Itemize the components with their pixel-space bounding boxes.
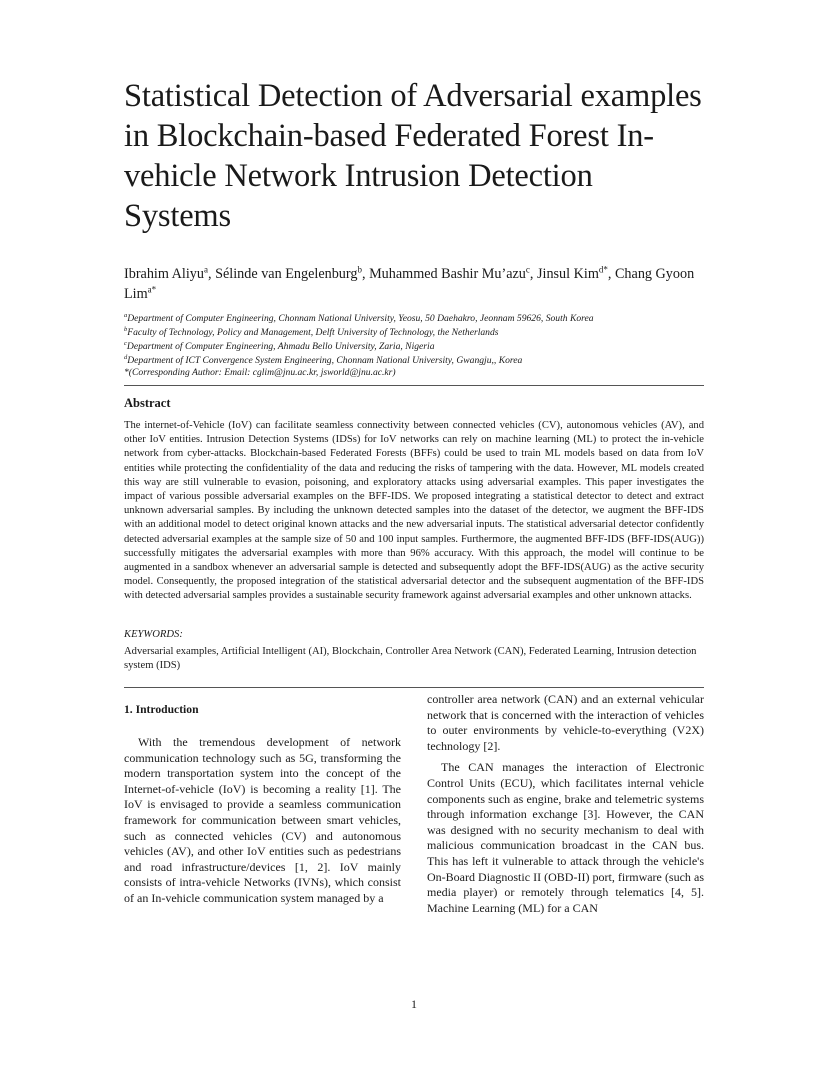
title-line: vehicle Network Intrusion Detection xyxy=(124,158,593,194)
affiliation-mark: a xyxy=(124,311,128,319)
paragraph: The CAN manages the interaction of Electronic Control Units (ECU), which facilitates internal vehicle components such as engine, brake and telemetric systems through information exchange [3]. However, the CAN was designed with no security mechanism to deal with malicious communication broadcast in the CAN bus. This has left it vulnerable to attack through the vehicle's On-Board Diagnostic II (OBD-II) port, firmware (such as media player) or remotely through telematics [4, 5]. Machine Learning (ML) for a CAN xyxy=(427,760,704,915)
section-heading: 1. Introduction xyxy=(124,703,199,716)
title-line: Statistical Detection of Adversarial examples xyxy=(124,78,702,114)
affiliation xyxy=(124,326,714,340)
affiliation-mark: c xyxy=(124,339,127,347)
paragraph: With the tremendous development of network communication technology such as 5G, transforming the modern transportation system into the concept of the Internet-of-vehicle (IoV) is becoming a reality [1]. The IoV is envisaged to provide a seamless communication framework for communication between smart vehicles, such as connected vehicles (CV) and autonomous vehicles (AV), and other IoV entities such as pedestrians and road infrastructure/devices [1, 2]. IoV mainly consists of intra-vehicle Networks (IVNs), which consist of an In-vehicle communication system managed by a xyxy=(124,735,401,905)
corresponding-author: *(Corresponding Author: Email: cglim@jnu.ac.kr, jsworld@jnu.ac.kr) xyxy=(124,367,396,378)
affiliation xyxy=(124,312,714,326)
author-separator: , xyxy=(208,266,216,282)
author-separator: , xyxy=(607,266,615,282)
author-affil-mark: a xyxy=(204,264,208,275)
author-affil-mark: d* xyxy=(598,264,608,275)
author-affil-mark: a* xyxy=(147,284,157,295)
author-name: Sélinde van Engelenburg xyxy=(215,266,358,282)
title-line: in Blockchain-based Federated Forest In- xyxy=(124,118,654,154)
title-line: Systems xyxy=(124,198,231,234)
affiliation-text: Faculty of Technology, Policy and Management, Delft University of Technology, the Netherlands xyxy=(127,327,499,338)
author-separator: , xyxy=(529,266,537,282)
abstract-text: The internet-of-Vehicle (IoV) can facilitate seamless connectivity between connected vehicles (CV), autonomous vehicles (AV), and other IoV entities. Intrusion Detection Systems (IDSs) for IoV networks can rely on machine learning (ML) to protect the in-vehicle network from cyber-attacks. Blockchain-based Federated Forests (BFFs) could be used to train ML models based on data from IoV entities while protecting the confidentiality of the data and reducing the risks of tampering with the data. However, ML models created this way are still vulnerable to evasion, poisoning, and exploratory attacks using adversarial examples. This paper investigates the impact of various possible adversarial examples on the BFF-IDS. We proposed integrating a statistical detector to detect and extract unknown adversarial samples. By including the unknown detected samples into the dataset of the detector, we augment the BFF-IDS with an additional model to detect original known attacks and the new adversarial inputs. The statistical adversarial detector confidently detected adversarial examples at the sample size of 50 and 100 input samples. Furthermore, the augmented BFF-IDS (BFF-IDS(AUG)) successfully mitigates the adversarial examples with more than 96% accuracy. With this approach, the model will continue to be augmented in a sandbox whenever an adversarial sample is detected and subsequently adopt the BFF-IDS(AUG) as the active security model. Consequently, the proposed integration of the statistical adversarial detector and the subsequent augmentation of the BFF-IDS with detected adversarial samples provides a sustainable security framework against adversarial examples and other unknown attacks. xyxy=(124,420,704,602)
affiliation-list xyxy=(124,312,714,368)
paragraph: controller area network (CAN) and an external vehicular network that is concerned with the interaction of vehicles to outer environments by vehicle-to-everything (V2X) technology [2]. xyxy=(427,692,704,753)
author-list xyxy=(124,264,714,304)
abstract-heading: Abstract xyxy=(124,396,171,410)
affiliation-text: Department of Computer Engineering, Ahmadu Bello University, Zaria, Nigeria xyxy=(126,341,435,352)
author-name: Ibrahim Aliyu xyxy=(124,266,204,282)
affiliation-mark: b xyxy=(124,325,128,333)
affiliation xyxy=(124,340,714,354)
affiliation-text: Department of ICT Convergence System Engineering, Chonnam National University, Gwangju,, Korea xyxy=(127,355,523,366)
divider xyxy=(124,385,704,386)
affiliation-text: Department of Computer Engineering, Chonnam National University, Yeosu, 50 Daehakro, Jeonnam 59626, South Korea xyxy=(127,313,594,324)
page-number: 1 xyxy=(411,997,417,1011)
right-column xyxy=(427,692,704,916)
author-affil-mark: c xyxy=(525,264,530,275)
affiliation-mark: d xyxy=(124,353,128,361)
paper-title xyxy=(124,76,724,236)
author-separator: , xyxy=(361,266,370,282)
author-name: Muhammed Bashir Mu’azu xyxy=(369,266,526,282)
keywords-heading: KEYWORDS: xyxy=(124,629,183,640)
author-affil-mark: b xyxy=(357,264,362,275)
divider xyxy=(124,687,704,688)
affiliation xyxy=(124,354,714,368)
left-column xyxy=(124,735,401,907)
author-name: Chang Gyoon Lim xyxy=(124,266,695,302)
author-name: Jinsul Kim xyxy=(536,266,599,282)
keywords-text: Adversarial examples, Artificial Intelligent (AI), Blockchain, Controller Area Network (CAN), Federated Learning, Intrusion detection system (IDS) xyxy=(124,646,697,672)
